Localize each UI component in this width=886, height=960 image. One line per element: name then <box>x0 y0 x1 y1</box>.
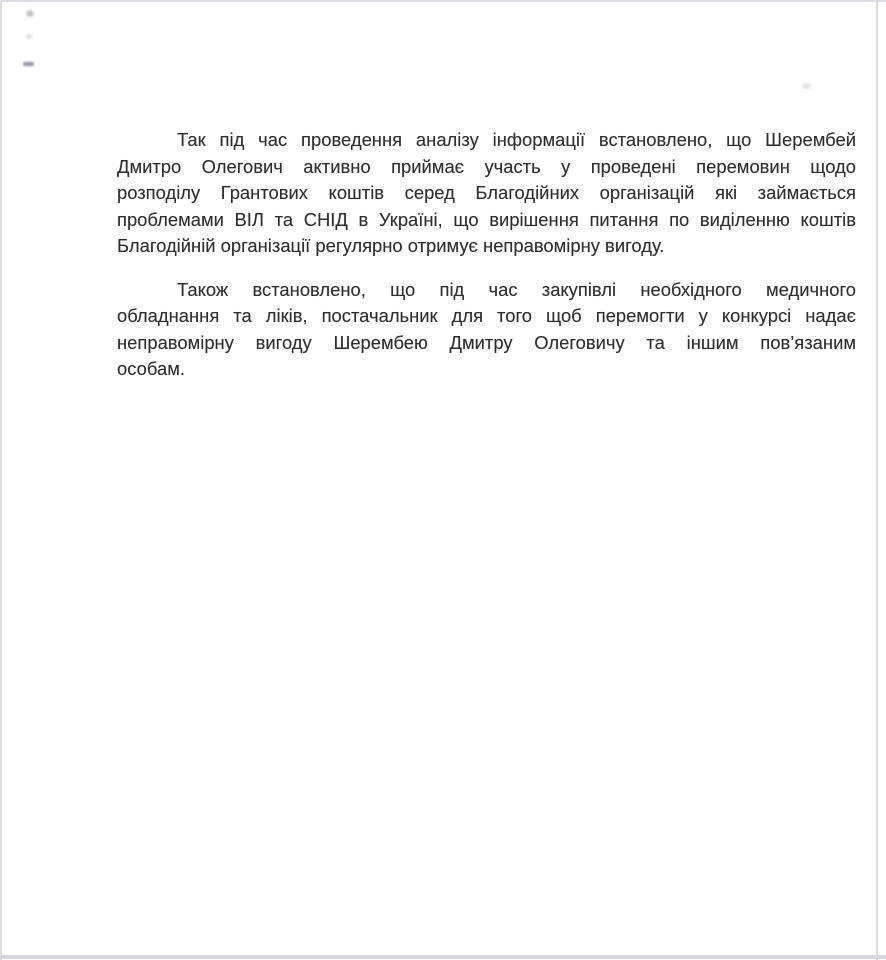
document-line: Дмитро Олегович активно приймає участь у проведені перемовин щодо <box>117 155 856 177</box>
document-line: розподілу Грантових коштів серед Благодійних організацій які займається <box>117 182 856 203</box>
page-edge-bottom <box>0 955 886 959</box>
document-line: Благодійній організації регулярно отримує неправомірну вигоду. <box>117 235 665 256</box>
paragraph-2 <box>117 277 856 383</box>
document-line: неправомірну вигоду Шерембею Дмитру Олеговичу та іншим пов’язаним <box>117 331 856 353</box>
smudge-mark <box>802 83 811 89</box>
document-line: Також встановлено, що під час закупівлі необхідного медичного <box>177 278 856 300</box>
document-line: Так під час проведення аналізу інформації встановлено, що Шерембей <box>177 129 856 150</box>
document-line: проблемами ВІЛ та СНІД в Україні, що вирішення питання по виділенню коштів <box>117 208 856 230</box>
document-line: обладнання та ліків, постачальник для того щоб перемогти у конкурсі надає <box>117 305 856 326</box>
page-edge-left <box>0 0 2 960</box>
smudge-mark <box>26 10 34 17</box>
text-block <box>117 127 856 400</box>
page-edge-right <box>876 0 878 960</box>
document-line: особам. <box>117 358 185 379</box>
page-edge-top <box>0 0 886 2</box>
dash-mark <box>23 62 34 66</box>
paragraph-1 <box>117 127 856 260</box>
smudge-mark <box>26 34 32 39</box>
